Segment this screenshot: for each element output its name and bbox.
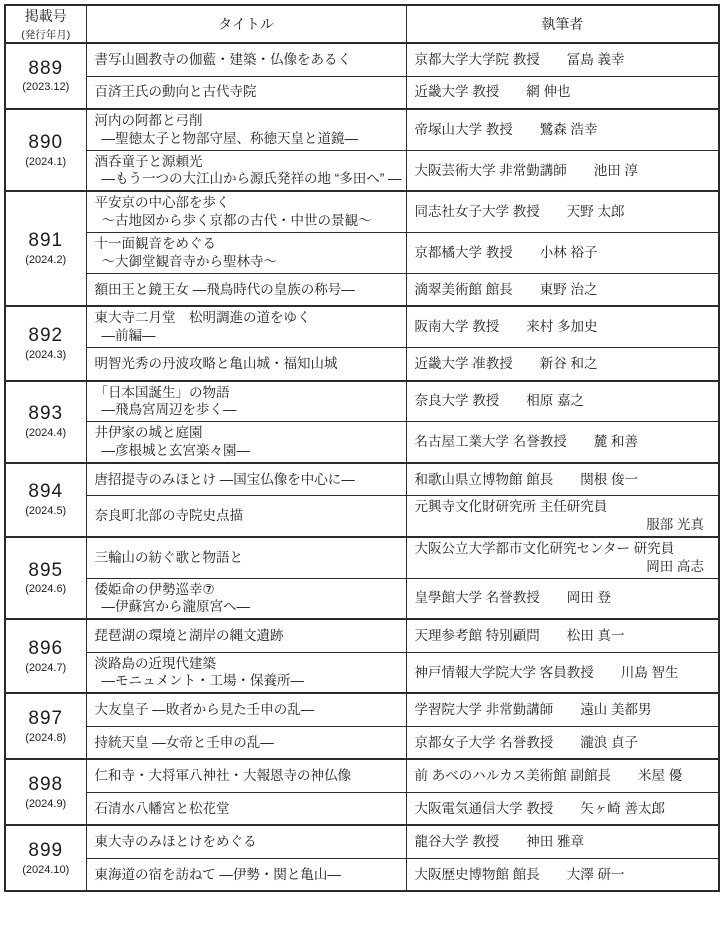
article-title-cell bbox=[86, 232, 406, 273]
article-title-cell bbox=[86, 191, 406, 232]
article-author-cell bbox=[406, 825, 719, 858]
article-row bbox=[5, 381, 719, 422]
issue-cell bbox=[5, 693, 86, 759]
article-author-cell bbox=[406, 232, 719, 273]
author-affiliation-line: 同志社女子大学 教授 天野 太郎 bbox=[414, 204, 625, 220]
article-row bbox=[5, 348, 719, 381]
author-affiliation-line: 近畿大学 教授 網 伸也 bbox=[414, 84, 571, 100]
article-author-cell bbox=[406, 496, 719, 537]
author-affiliation-line: 近畿大学 准教授 新谷 和之 bbox=[414, 355, 598, 371]
article-title-line: 仁和寺・大将軍八神社・大報恩寺の神仏像 bbox=[94, 768, 351, 784]
article-author-cell bbox=[406, 652, 719, 693]
article-title-line: 東大寺二月堂 松明調進の道をゆく bbox=[94, 310, 311, 326]
article-row bbox=[5, 232, 719, 273]
article-title-line: ―聖徳太子と物部守屋、称徳天皇と道鏡― bbox=[101, 130, 358, 146]
article-row bbox=[5, 43, 719, 76]
issue-cell bbox=[5, 381, 86, 463]
issue-number: 892 bbox=[28, 324, 64, 346]
author-affiliation-line: 京都橘大学 教授 小林 裕子 bbox=[414, 244, 598, 260]
article-author-cell bbox=[406, 273, 719, 306]
issue-number: 893 bbox=[28, 403, 64, 425]
article-title-cell bbox=[86, 43, 406, 76]
article-title-line: 「日本国誕生」の物語 bbox=[94, 384, 230, 400]
article-title-line: 明智光秀の丹波攻略と亀山城・福知山城 bbox=[94, 355, 338, 371]
article-title-cell bbox=[86, 652, 406, 693]
author-affiliation-line: 龍谷大学 教授 神田 雅章 bbox=[414, 834, 585, 850]
article-author-cell bbox=[406, 422, 719, 463]
article-title-line: ～大御堂観音寺から聖林寺～ bbox=[101, 253, 277, 269]
article-title-line: 唐招提寺のみほとけ ―国宝仏像を中心に― bbox=[94, 471, 355, 487]
author-affiliation-line: 神戸情報大学院大学 客員教授 川島 智生 bbox=[414, 664, 679, 680]
issue-date: (2024.8) bbox=[25, 731, 67, 744]
article-author-cell bbox=[406, 381, 719, 422]
article-title-line: ―モニュメント・工場・保養所― bbox=[101, 673, 304, 689]
article-title-line: ―伊蘇宮から瀧原宮へ― bbox=[101, 599, 250, 615]
article-title-cell bbox=[86, 306, 406, 347]
article-author-cell bbox=[406, 109, 719, 150]
article-title-cell bbox=[86, 825, 406, 858]
article-title-line: 石清水八幡宮と松花堂 bbox=[94, 800, 230, 816]
header-issue-cell bbox=[5, 5, 86, 43]
article-title-cell bbox=[86, 858, 406, 891]
article-title-line: 淡路島の近現代建築 bbox=[94, 655, 216, 671]
article-row bbox=[5, 463, 719, 496]
article-title-line: 東海道の宿を訪ねて ―伊勢・関と亀山― bbox=[94, 866, 341, 882]
author-affiliation-line: 前 あべのハルカス美術館 副館長 米屋 優 bbox=[414, 768, 683, 784]
issue-date: (2024.6) bbox=[25, 583, 67, 596]
article-title-line: ～古地図から歩く京都の古代・中世の景観～ bbox=[101, 213, 372, 229]
article-row bbox=[5, 858, 719, 891]
article-title-line: ―彦根城と玄宮楽々園― bbox=[101, 442, 250, 458]
header-title-cell: タイトル bbox=[86, 5, 406, 43]
issue-number: 889 bbox=[28, 57, 64, 79]
article-title-cell bbox=[86, 496, 406, 537]
article-row bbox=[5, 191, 719, 232]
author-affiliation-line: 大阪公立大学都市文化研究センター 研究員 bbox=[414, 540, 675, 556]
issue-number: 894 bbox=[28, 481, 64, 503]
article-row bbox=[5, 273, 719, 306]
issue-date: (2023.12) bbox=[22, 81, 70, 94]
author-affiliation-line: 元興寺文化財研究所 主任研究員 bbox=[414, 499, 608, 515]
article-title-cell bbox=[86, 422, 406, 463]
article-author-cell bbox=[406, 792, 719, 825]
issue-date: (2024.5) bbox=[25, 505, 67, 518]
article-row bbox=[5, 76, 719, 109]
author-name-line: 岡田 高志 bbox=[646, 558, 704, 574]
article-title-line: ―もう一つの大江山から源氏発祥の地 “多田へ” ― bbox=[101, 171, 402, 187]
article-title-cell bbox=[86, 109, 406, 150]
article-title-line: 琵琶湖の環境と湖岸の縄文遺跡 bbox=[94, 627, 284, 643]
article-title-cell bbox=[86, 76, 406, 109]
article-title-cell bbox=[86, 792, 406, 825]
article-author-cell bbox=[406, 76, 719, 109]
article-title-cell bbox=[86, 150, 406, 191]
issue-number: 891 bbox=[28, 230, 64, 252]
article-title-cell bbox=[86, 537, 406, 578]
issue-number: 895 bbox=[28, 559, 64, 581]
issue-cell bbox=[5, 43, 86, 109]
article-author-cell bbox=[406, 858, 719, 891]
article-author-cell bbox=[406, 463, 719, 496]
article-row bbox=[5, 759, 719, 792]
article-author-cell bbox=[406, 759, 719, 792]
issue-number: 890 bbox=[28, 131, 64, 153]
article-author-cell bbox=[406, 150, 719, 191]
author-affiliation-line: 天理参考館 特別顧問 松田 真一 bbox=[414, 627, 625, 643]
article-title-line: 奈良町北部の寺院史点描 bbox=[94, 508, 243, 524]
issue-cell bbox=[5, 191, 86, 306]
article-row bbox=[5, 726, 719, 759]
author-affiliation-line: 大阪電気通信大学 教授 矢ヶ崎 善太郎 bbox=[414, 800, 666, 816]
issue-cell bbox=[5, 759, 86, 825]
author-affiliation-line: 大阪芸術大学 非常勤講師 池田 淳 bbox=[414, 162, 639, 178]
article-title-line: 東大寺のみほとけをめぐる bbox=[94, 834, 257, 850]
author-affiliation-line: 京都大学大学院 教授 冨島 義幸 bbox=[414, 51, 625, 67]
article-author-cell bbox=[406, 619, 719, 652]
issue-date: (2024.3) bbox=[25, 348, 67, 361]
issue-cell bbox=[5, 537, 86, 619]
author-affiliation-line: 名古屋工業大学 名誉教授 麓 和善 bbox=[414, 434, 639, 450]
issue-date: (2024.1) bbox=[25, 155, 67, 168]
article-title-line: 百済王氏の動向と古代寺院 bbox=[94, 84, 257, 100]
issue-cell bbox=[5, 306, 86, 380]
article-row bbox=[5, 537, 719, 578]
author-affiliation-line: 帝塚山大学 教授 鷺森 浩幸 bbox=[414, 121, 598, 137]
author-affiliation-line: 和歌山県立博物館 館長 関根 俊一 bbox=[414, 471, 639, 487]
author-affiliation-line: 学習院大学 非常勤講師 遠山 美都男 bbox=[414, 702, 652, 718]
issue-number: 898 bbox=[28, 773, 64, 795]
article-title-cell bbox=[86, 759, 406, 792]
issue-number: 897 bbox=[28, 707, 64, 729]
article-row bbox=[5, 652, 719, 693]
article-row bbox=[5, 792, 719, 825]
article-author-cell bbox=[406, 693, 719, 726]
article-title-cell bbox=[86, 381, 406, 422]
article-title-line: 大友皇子 ―敗者から見た壬申の乱― bbox=[94, 702, 315, 718]
article-title-line: 平安京の中心部を歩く bbox=[94, 195, 230, 211]
article-author-cell bbox=[406, 537, 719, 578]
issue-cell bbox=[5, 619, 86, 693]
article-row bbox=[5, 825, 719, 858]
article-title-line: 三輪山の紡ぐ歌と物語と bbox=[94, 549, 243, 565]
issue-date: (2024.7) bbox=[25, 661, 67, 674]
article-author-cell bbox=[406, 191, 719, 232]
header-issue-label: 掲載号 bbox=[24, 8, 67, 24]
article-row bbox=[5, 422, 719, 463]
article-row bbox=[5, 109, 719, 150]
article-author-cell bbox=[406, 348, 719, 381]
author-affiliation-line: 大阪歴史博物館 館長 大澤 研一 bbox=[414, 866, 625, 882]
issue-number: 899 bbox=[28, 839, 64, 861]
author-affiliation-line: 京都女子大学 名誉教授 瀧浪 貞子 bbox=[414, 734, 639, 750]
issue-date: (2024.10) bbox=[22, 863, 70, 876]
article-title-cell bbox=[86, 348, 406, 381]
issue-date: (2024.9) bbox=[25, 797, 67, 810]
article-row bbox=[5, 150, 719, 191]
author-affiliation-line: 阪南大学 教授 来村 多加史 bbox=[414, 319, 598, 335]
author-affiliation-line: 皇學館大学 名誉教授 岡田 登 bbox=[414, 590, 612, 606]
article-title-cell bbox=[86, 693, 406, 726]
article-title-line: 書写山圓教寺の伽藍・建築・仏像をあるく bbox=[94, 51, 351, 67]
issue-cell bbox=[5, 825, 86, 891]
article-title-cell bbox=[86, 619, 406, 652]
article-author-cell bbox=[406, 306, 719, 347]
article-title-line: 倭姫命の伊勢巡幸⑦ bbox=[94, 581, 215, 597]
article-title-cell bbox=[86, 273, 406, 306]
article-title-cell bbox=[86, 726, 406, 759]
article-title-line: 酒呑童子と源頼光 bbox=[94, 153, 203, 169]
author-affiliation-line: 滴翠美術館 館長 東野 治之 bbox=[414, 281, 598, 297]
article-title-line: 持統天皇 ―女帝と壬申の乱― bbox=[94, 734, 274, 750]
article-title-cell bbox=[86, 463, 406, 496]
article-title-line: 井伊家の城と庭園 bbox=[94, 425, 203, 441]
article-row bbox=[5, 578, 719, 619]
article-row bbox=[5, 496, 719, 537]
header-author-cell: 執筆者 bbox=[406, 5, 719, 43]
article-row bbox=[5, 619, 719, 652]
article-row bbox=[5, 306, 719, 347]
table-body bbox=[5, 43, 719, 891]
article-title-line: 十一面観音をめぐる bbox=[94, 236, 216, 252]
issue-number: 896 bbox=[28, 637, 64, 659]
issue-date: (2024.4) bbox=[25, 427, 67, 440]
article-title-line: ―飛鳥宮周辺を歩く― bbox=[101, 402, 237, 418]
author-affiliation-line: 奈良大学 教授 相原 嘉之 bbox=[414, 393, 585, 409]
article-title-cell bbox=[86, 578, 406, 619]
header-issue-sublabel: (発行年月) bbox=[21, 29, 71, 41]
article-author-cell bbox=[406, 726, 719, 759]
author-name-line: 服部 光真 bbox=[646, 517, 704, 533]
article-title-line: 河内の阿都と弓削 bbox=[94, 113, 203, 128]
article-title-line: ―前編― bbox=[101, 328, 156, 344]
issue-date: (2024.2) bbox=[25, 254, 67, 267]
article-author-cell bbox=[406, 578, 719, 619]
issue-cell bbox=[5, 463, 86, 537]
article-author-cell bbox=[406, 43, 719, 76]
header-row bbox=[5, 5, 719, 43]
article-title-line: 額田王と鏡王女 ―飛鳥時代の皇族の称号― bbox=[94, 281, 355, 297]
articles-table bbox=[4, 4, 720, 892]
table-header bbox=[5, 5, 719, 43]
article-row bbox=[5, 693, 719, 726]
issue-cell bbox=[5, 109, 86, 191]
